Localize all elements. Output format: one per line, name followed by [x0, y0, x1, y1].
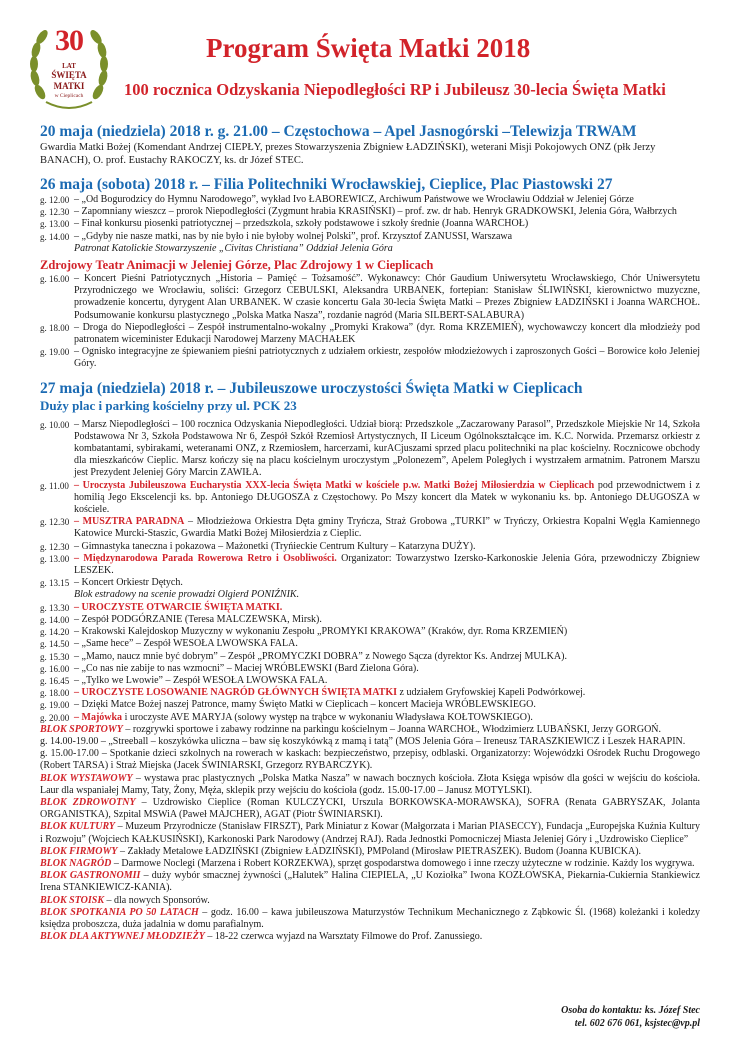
schedule-time: g. 12.00 — [40, 195, 70, 205]
logo-text-matki: MATKI — [53, 81, 85, 91]
day2-patronat: Patronat Katolickie Stowarzyszenie „Civitas Christiana” Oddział Jelenia Góra — [74, 242, 393, 254]
highlighted-event: – UROCZYSTE LOSOWANIE NAGRÓD GŁÓWNYCH ŚWIĘTA MATKI — [74, 687, 398, 699]
schedule-row — [40, 614, 700, 626]
block-label: BLOK DLA AKTYWNEJ MŁODZIEŻY — [40, 931, 205, 943]
block-description: – Uzdrowisko Cieplice (Roman KULCZYCKI, Urszula BORKOWSKA-MORAWSKA), SOFRA (Renata GABRYSZAK, Jolanta ORGANISTKA), Szpital MSWiA (Paweł MAJCHER), AGAT (Piotr ŚWINIARSKI). — [40, 796, 700, 821]
schedule-row — [40, 194, 700, 206]
program-content — [40, 120, 700, 943]
block-label: BLOK SPORTOWY — [40, 723, 123, 735]
schedule-text — [74, 322, 700, 346]
schedule-row — [40, 541, 700, 553]
schedule-time: g. 18.00 — [40, 322, 70, 333]
event-description: – Gimnastyka taneczna i pokazowa – Mażonetki (Tryńieckie Centrum Kultury – Katarzyna DUŻY). — [74, 540, 476, 552]
block-description: – Darmowe Noclegi (Marzena i Robert KORZEKWA), sprzęt gospodarstwa domowego i inne rzeczy użyteczne w rodzinie. Każdy los wygrywa. — [111, 857, 695, 869]
schedule-time: g. 14.50 — [40, 639, 70, 650]
program-block — [40, 797, 700, 821]
day2-heading: 26 maja (sobota) 2018 r. – Filia Politechniki Wrocławskiej, Cieplice, Plac Piastowski 27 — [40, 176, 613, 193]
schedule-time: g. 12.30 — [40, 541, 70, 552]
blok-estradowy-note: Blok estradowy na scenie prowadzi Olgierd PONIŹNIK. — [74, 589, 300, 601]
event-description: – Młodzieżowa Orkiestra Dęta gminy Tryńcza, Straż Grobowa „TURKI” w Tryńczy, Orkiestra Kopalni Węgla Kamiennego Katowice Murcki-Staszic, Gwardia Matki Bożej Miłosierdzia z Cieplic. — [74, 516, 700, 540]
schedule-text — [74, 218, 700, 230]
highlighted-event: – MUSZTRA PARADNA — [74, 516, 185, 528]
block-description: – duży wybór smacznej żywności („Halutek” Halina CIEPIELA, „U Koziołka” Iwona KOZŁOWSKA, Piekarnia-Cukiernia Stankiewicz Irena STANKIEWICZ-KANIA). — [40, 870, 700, 894]
schedule-text — [74, 675, 700, 687]
event-description: Organizator: Towarzystwo Izersko-Karkonoskie Jelenia Góra, przewodniczy Zbigniew LESZEK. — [74, 552, 701, 577]
block-description: – wystawa prac plastycznych „Polska Matka Nasza” w nawach bocznych kościoła. Złota Księga wpisów dla gości w wejściu do kościoła. Laur dla wspaniałej Mamy, Taty, Żony, Męża, sklepik przy wejściu do kościoła (godz. 15.00-17.00 – Janusz MOTYLSKI). — [40, 772, 700, 796]
event-description: – „Od Bogurodzicy do Hymnu Narodowego”, wykład Ivo ŁABOREWICZ, Archiwum Państwowe we Wrocławiu Oddział w Jeleniej Górze — [74, 194, 634, 205]
event-description: – Zapomniany wieszcz – prorok Niepodległości (Zygmunt hrabia KRASIŃSKI) – prof. zw. dr hab. Henryk GRADKOWSKI, Jelenia Góra, Wałbrzych — [74, 206, 677, 218]
schedule-text — [74, 231, 700, 243]
event-description: – „Same hece” – Zespół WESOŁA LWOWSKA FALA. — [74, 638, 298, 650]
program-block — [40, 821, 700, 845]
event-description: – Koncert Orkiestr Dętych. — [74, 577, 183, 589]
schedule-text — [74, 638, 700, 650]
page-title: Program Święta Matki 2018 — [206, 33, 531, 63]
event-description: – Marsz Niepodległości – 100 rocznica Odzyskania Niepodległości. Udział biorą: Przedszkole „Zaczarowany Parasol”, Przedszkole Miejskie Nr 14, Szkoła Podstawowa Nr 3, Szkoła Podstawowa Nr 6, Zespół Szkół Rzemiosł Artystycznych, II Liceum Ogólnokształcące im. K.C. Norwida. Przemarsz orkiestr z kombatantami, sybirakami, weteranami ONZ, z Rzemiosłem, harcerzami, kurACjuszami sprzed placu politechniki na plac kościelny. Rocznicowe obchody dla mieszkańców Cieplic. Marsz kończy się na placu kościelnym uroczystym „Polonezem”, Apelem Poległych i wystrzałem armatnim. Patronem Marszu jest Prezydent Jeleniej Góry Marcin ZAWIŁA. — [74, 418, 700, 479]
schedule-text — [74, 663, 700, 675]
highlighted-event: – Majówka — [74, 711, 123, 723]
day3-subheading: Duży plac i parking kościelny przy ul. PCK 23 — [40, 397, 297, 413]
program-block — [40, 846, 700, 858]
block-label: BLOK GASTRONOMII — [40, 870, 141, 882]
block-description: – Zakłady Metalowe ŁADZIŃSKI (Zbigniew ŁADZIŃSKI), PMPoland (Mirosław PIETRASZEK). Budom (Joanna KUBICKA). — [117, 845, 642, 857]
jubilee-logo — [26, 22, 112, 118]
schedule-text — [74, 516, 700, 540]
program-block — [40, 870, 700, 894]
schedule-row — [40, 218, 700, 230]
schedule-text — [74, 480, 700, 517]
event-description: i uroczyste AVE MARYJA (solowy występ na trąbce w wykonaniu Władysława KOŁTOWSKIEGO). — [122, 711, 533, 723]
event-description: – Koncert Pieśni Patriotycznych „Historia – Pamięć – Tożsamość”. Wykonawcy: Chór Gaudium Uniwersytetu Wrocławskiego, Chór Uniwersytetu Przyrodniczego we Wrocławiu, soliści: Grzegorz CEBULSKI, Aleksandra URBANEK, fortepian: Stanisław ŚLIWIŃSKI, kierownictwo muzyczne, prowadzenie koncertu, dyrygent Alan URBANEK. W czasie koncertu Gala 30-lecia Święta Matki – Prezes Zbigniew ŁADZIŃSKI i Joanna WARCHOŁ. Podsumowanie konkursu plastycznego „Polska Matka Nasza”, rozdanie nagród (Maria SILBERT-SALABURA) — [74, 273, 700, 321]
program-block — [40, 895, 700, 907]
schedule-row — [40, 516, 700, 540]
block-label: BLOK SPOTKANIA PO 50 LATACH — [40, 906, 199, 918]
schedule-text — [74, 651, 700, 663]
day3-heading: 27 maja (niedziela) 2018 r. – Jubileuszowe uroczystości Święta Matki w Cieplicach — [40, 379, 583, 397]
block-description: g. 14.00-19.00 – „Streeball – koszykówka uliczna – baw się koszykówką z mamą i tatą” (MOS Jelenia Góra – Ireneusz TARASZKIEWICZ i Leszek HARAPIN. — [40, 735, 686, 747]
schedule-row — [40, 699, 700, 711]
block-description: – Muzeum Przyrodnicze (Stanisław FIRSZT), Park Miniatur z Kowar (Małgorzata i Marian PIASECCY), Fundacja „Europejska Kuźnia Kultury i Rozwoju” (Wojciech KAŁKUSIŃSKI), Karkonoski Park Narodowy (Andrzej RAJ). Rada Jednostki Pomocniczej Miasta Jeleniej Góry i „Uzdrowisko Cieplice” — [40, 821, 701, 845]
schedule-row — [40, 687, 700, 699]
schedule-row — [40, 231, 700, 243]
block-label: BLOK STOISK — [40, 894, 105, 906]
day1-heading: 20 maja (niedziela) 2018 r. g. 21.00 – Częstochowa – Apel Jasnogórski –Telewizja TRWAM — [40, 123, 637, 140]
logo-text-place: w Cieplicach — [54, 93, 84, 99]
event-description: – „Co nas nie zabije to nas wzmocni” – Maciej WRÓBLEWSKI (Bard Zielona Góra). — [74, 662, 419, 674]
block-label: BLOK ZDROWOTNY — [40, 796, 136, 808]
schedule-time: g. 10.00 — [40, 419, 70, 430]
schedule-time: g. 16.00 — [40, 274, 70, 285]
schedule-text — [74, 273, 700, 322]
schedule-time: g. 20.00 — [40, 712, 70, 723]
block-label: BLOK WYSTAWOWY — [40, 772, 133, 784]
schedule-time: g. 13.00 — [40, 219, 70, 230]
schedule-text — [74, 626, 700, 638]
schedule-row — [40, 346, 700, 370]
schedule-time: g. 19.00 — [40, 700, 70, 711]
schedule-row — [40, 273, 700, 322]
schedule-time: g. 12.30 — [40, 207, 70, 218]
schedule-row — [40, 553, 700, 577]
event-description: – Zespół PODGÓRZANIE (Teresa MALCZEWSKA, Mirsk). — [74, 613, 322, 625]
schedule-time: g. 16.45 — [40, 675, 70, 686]
schedule-row — [40, 206, 700, 218]
schedule-row — [40, 675, 700, 687]
schedule-row — [40, 663, 700, 675]
program-block — [40, 858, 700, 870]
event-description: – Krakowski Kalejdoskop Muzyczny w wykonaniu Zespołu „PROMYKI KRAKOWA” (Kraków, dyr. Roma KRZEMIEŃ) — [74, 626, 568, 638]
day1-text: Gwardia Matki Bożej (Komendant Andrzej CIEPŁY, prezes Stowarzyszenia Zbigniew ŁADZIŃSKI), weterani Misji Pokojowych ONZ (płk Jerzy BANACH), O. prof. Eustachy RAKOCZY, ks. dr Józef STEC. — [40, 142, 656, 166]
schedule-text — [74, 206, 700, 218]
block-description: – dla nowych Sponsorów. — [104, 894, 210, 906]
schedule-row — [40, 577, 700, 589]
schedule-row — [40, 480, 700, 517]
schedule-text — [74, 194, 700, 206]
day2-subheading: Zdrojowy Teatr Animacji w Jeleniej Górze, Plac Zdrojowy 1 w Cieplicach — [40, 258, 434, 273]
schedule-text — [74, 712, 700, 724]
schedule-time: g. 16.00 — [40, 663, 70, 674]
schedule-time: g. 15.30 — [40, 651, 70, 662]
schedule-time: g. 12.30 — [40, 517, 70, 528]
event-description: – Droga do Niepodległości – Zespół instrumentalno-wokalny „Promyki Krakowa” (dyr. Roma KRZEMIEŃ), wychowawczy koncert dla młodzieży pod patronatem wiceminister Edukacji Narodowej Marzeny MACHAŁEK — [74, 321, 700, 346]
block-label: BLOK KULTURY — [40, 821, 116, 833]
schedule-row — [40, 602, 700, 614]
schedule-text — [74, 553, 700, 577]
program-block — [40, 724, 700, 736]
schedule-time: g. 18.00 — [40, 688, 70, 699]
event-description: pod przewodnictwem i z homilią Jego Ekscelencji ks. bp. Antoniego DŁUGOSZA z Częstochowy. Po Mszy koncert dla Matek w wykonaniu ks. bp. Antoniego DŁUGOSZA w kościele. — [74, 479, 700, 516]
schedule-time: g. 13.00 — [40, 553, 70, 564]
schedule-text — [74, 699, 700, 711]
event-description: – Ognisko integracyjne ze śpiewaniem pieśni patriotycznych z udziałem orkiestr, zespołów młodzieżowych i zaproszonych Gości – Borowice koło Jeleniej Góry. — [74, 346, 700, 370]
day2-schedule-evening — [40, 273, 700, 371]
schedule-text — [74, 602, 700, 614]
event-description: – „Tylko we Lwowie” – Zespół WESOŁA LWOWSKA FALA. — [74, 674, 328, 686]
block-description: – godz. 16.00 – kawa jubileuszowa Maturzystów Technikum Mechanicznego z Ząbkowic Śl. (1968) koleżanki i koledzy księdza proboszcza, duża jadalnia w domu parafialnym. — [40, 906, 700, 930]
schedule-time: g. 13.30 — [40, 602, 70, 613]
day3-blocks — [40, 724, 700, 944]
event-description: – „Mamo, naucz mnie być dobrym” – Zespół „PROMYCZKI DOBRA” z Nowego Sącza (dyrektor Ks. Andrzej MULKA). — [74, 650, 567, 662]
highlighted-event: – Uroczysta Jubileuszowa Eucharystia XXX-lecia Święta Matki w kościele p.w. Matki Bożej Miłosierdzia w Cieplicach — [74, 479, 595, 491]
schedule-text — [74, 577, 700, 589]
page-subtitle: 100 rocznica Odzyskania Niepodległości RP i Jubileusz 30-lecia Święta Matki — [124, 80, 666, 99]
event-description: – „Gdyby nie nasze matki, nas by nie było i nie byłoby wolnej Polski”, prof. Krzysztof ZANUSSI, Warszawa — [74, 230, 513, 242]
day3-stage-schedule — [40, 602, 700, 724]
logo-number: 30 — [55, 24, 83, 57]
highlighted-event: – Międzynarodowa Parada Rowerowa Retro i Osobliwości. — [74, 552, 337, 564]
program-block — [40, 931, 700, 943]
block-label: BLOK NAGRÓD — [40, 857, 112, 869]
block-description: – 18-22 czerwca wyjazd na Warsztaty Filmowe do Prof. Zanussiego. — [204, 931, 483, 943]
program-block — [40, 748, 700, 772]
schedule-time: g. 14.20 — [40, 627, 70, 638]
schedule-time: g. 13.15 — [40, 578, 70, 589]
schedule-text — [74, 687, 700, 699]
contact-info — [561, 1004, 700, 1030]
schedule-row — [40, 638, 700, 650]
program-block — [40, 907, 700, 931]
schedule-text — [74, 614, 700, 626]
logo-text-swieta: ŚWIĘTA — [51, 70, 87, 80]
schedule-row — [40, 626, 700, 638]
program-block — [40, 736, 700, 748]
schedule-time: g. 19.00 — [40, 347, 70, 358]
program-block — [40, 773, 700, 797]
block-description: – rozgrywki sportowe i zabawy rodzinne na parkingu kościelnym – Joanna WARCHOŁ, Włodzimierz LUBAŃSKI, Jerzy GORGOŃ. — [122, 723, 662, 735]
day2-schedule — [40, 194, 700, 243]
schedule-row — [40, 419, 700, 480]
highlighted-event: – UROCZYSTE OTWARCIE ŚWIĘTA MATKI. — [74, 601, 283, 613]
schedule-row — [40, 651, 700, 663]
block-description: g. 15.00-17.00 – Spotkanie dzieci szkolnych na rowerach w kaskach: bezpieczeństwo, przepisy, odblaski. Organizatorzy: Wojewódzki Ośrodek Ruchu Drogowego (Robert TARSA) i Straż Miejska (Jacek ŚWINIARSKI, Grzegorz RYBARCZYK). — [40, 748, 700, 772]
logo-text-lat: LAT — [62, 62, 76, 70]
schedule-text — [74, 419, 700, 480]
schedule-time: g. 14.00 — [40, 231, 70, 242]
contact-details: tel. 602 676 061, ksjstec@vp.pl — [574, 1018, 700, 1029]
day3-schedule — [40, 419, 700, 590]
event-description: z udziałem Gryfowskiej Kapeli Podwórkowej. — [397, 687, 586, 699]
schedule-row — [40, 712, 700, 724]
block-label: BLOK FIRMOWY — [40, 845, 118, 857]
schedule-text — [74, 541, 700, 553]
schedule-time: g. 14.00 — [40, 614, 70, 625]
contact-person: Osoba do kontaktu: ks. Józef Stec — [561, 1005, 700, 1016]
schedule-time: g. 11.00 — [40, 480, 69, 491]
schedule-text — [74, 346, 700, 370]
schedule-row — [40, 322, 700, 346]
event-description: – Finał konkursu piosenki patriotycznej – przedszkola, szkoły podstawowe i szkoły średnie (Joanna WARCHOŁ) — [74, 218, 529, 230]
event-description: – Dzięki Matce Bożej naszej Patronce, mamy Święto Matki w Cieplicach – koncert Macieja WRÓBLEWSKIEGO. — [74, 699, 536, 711]
